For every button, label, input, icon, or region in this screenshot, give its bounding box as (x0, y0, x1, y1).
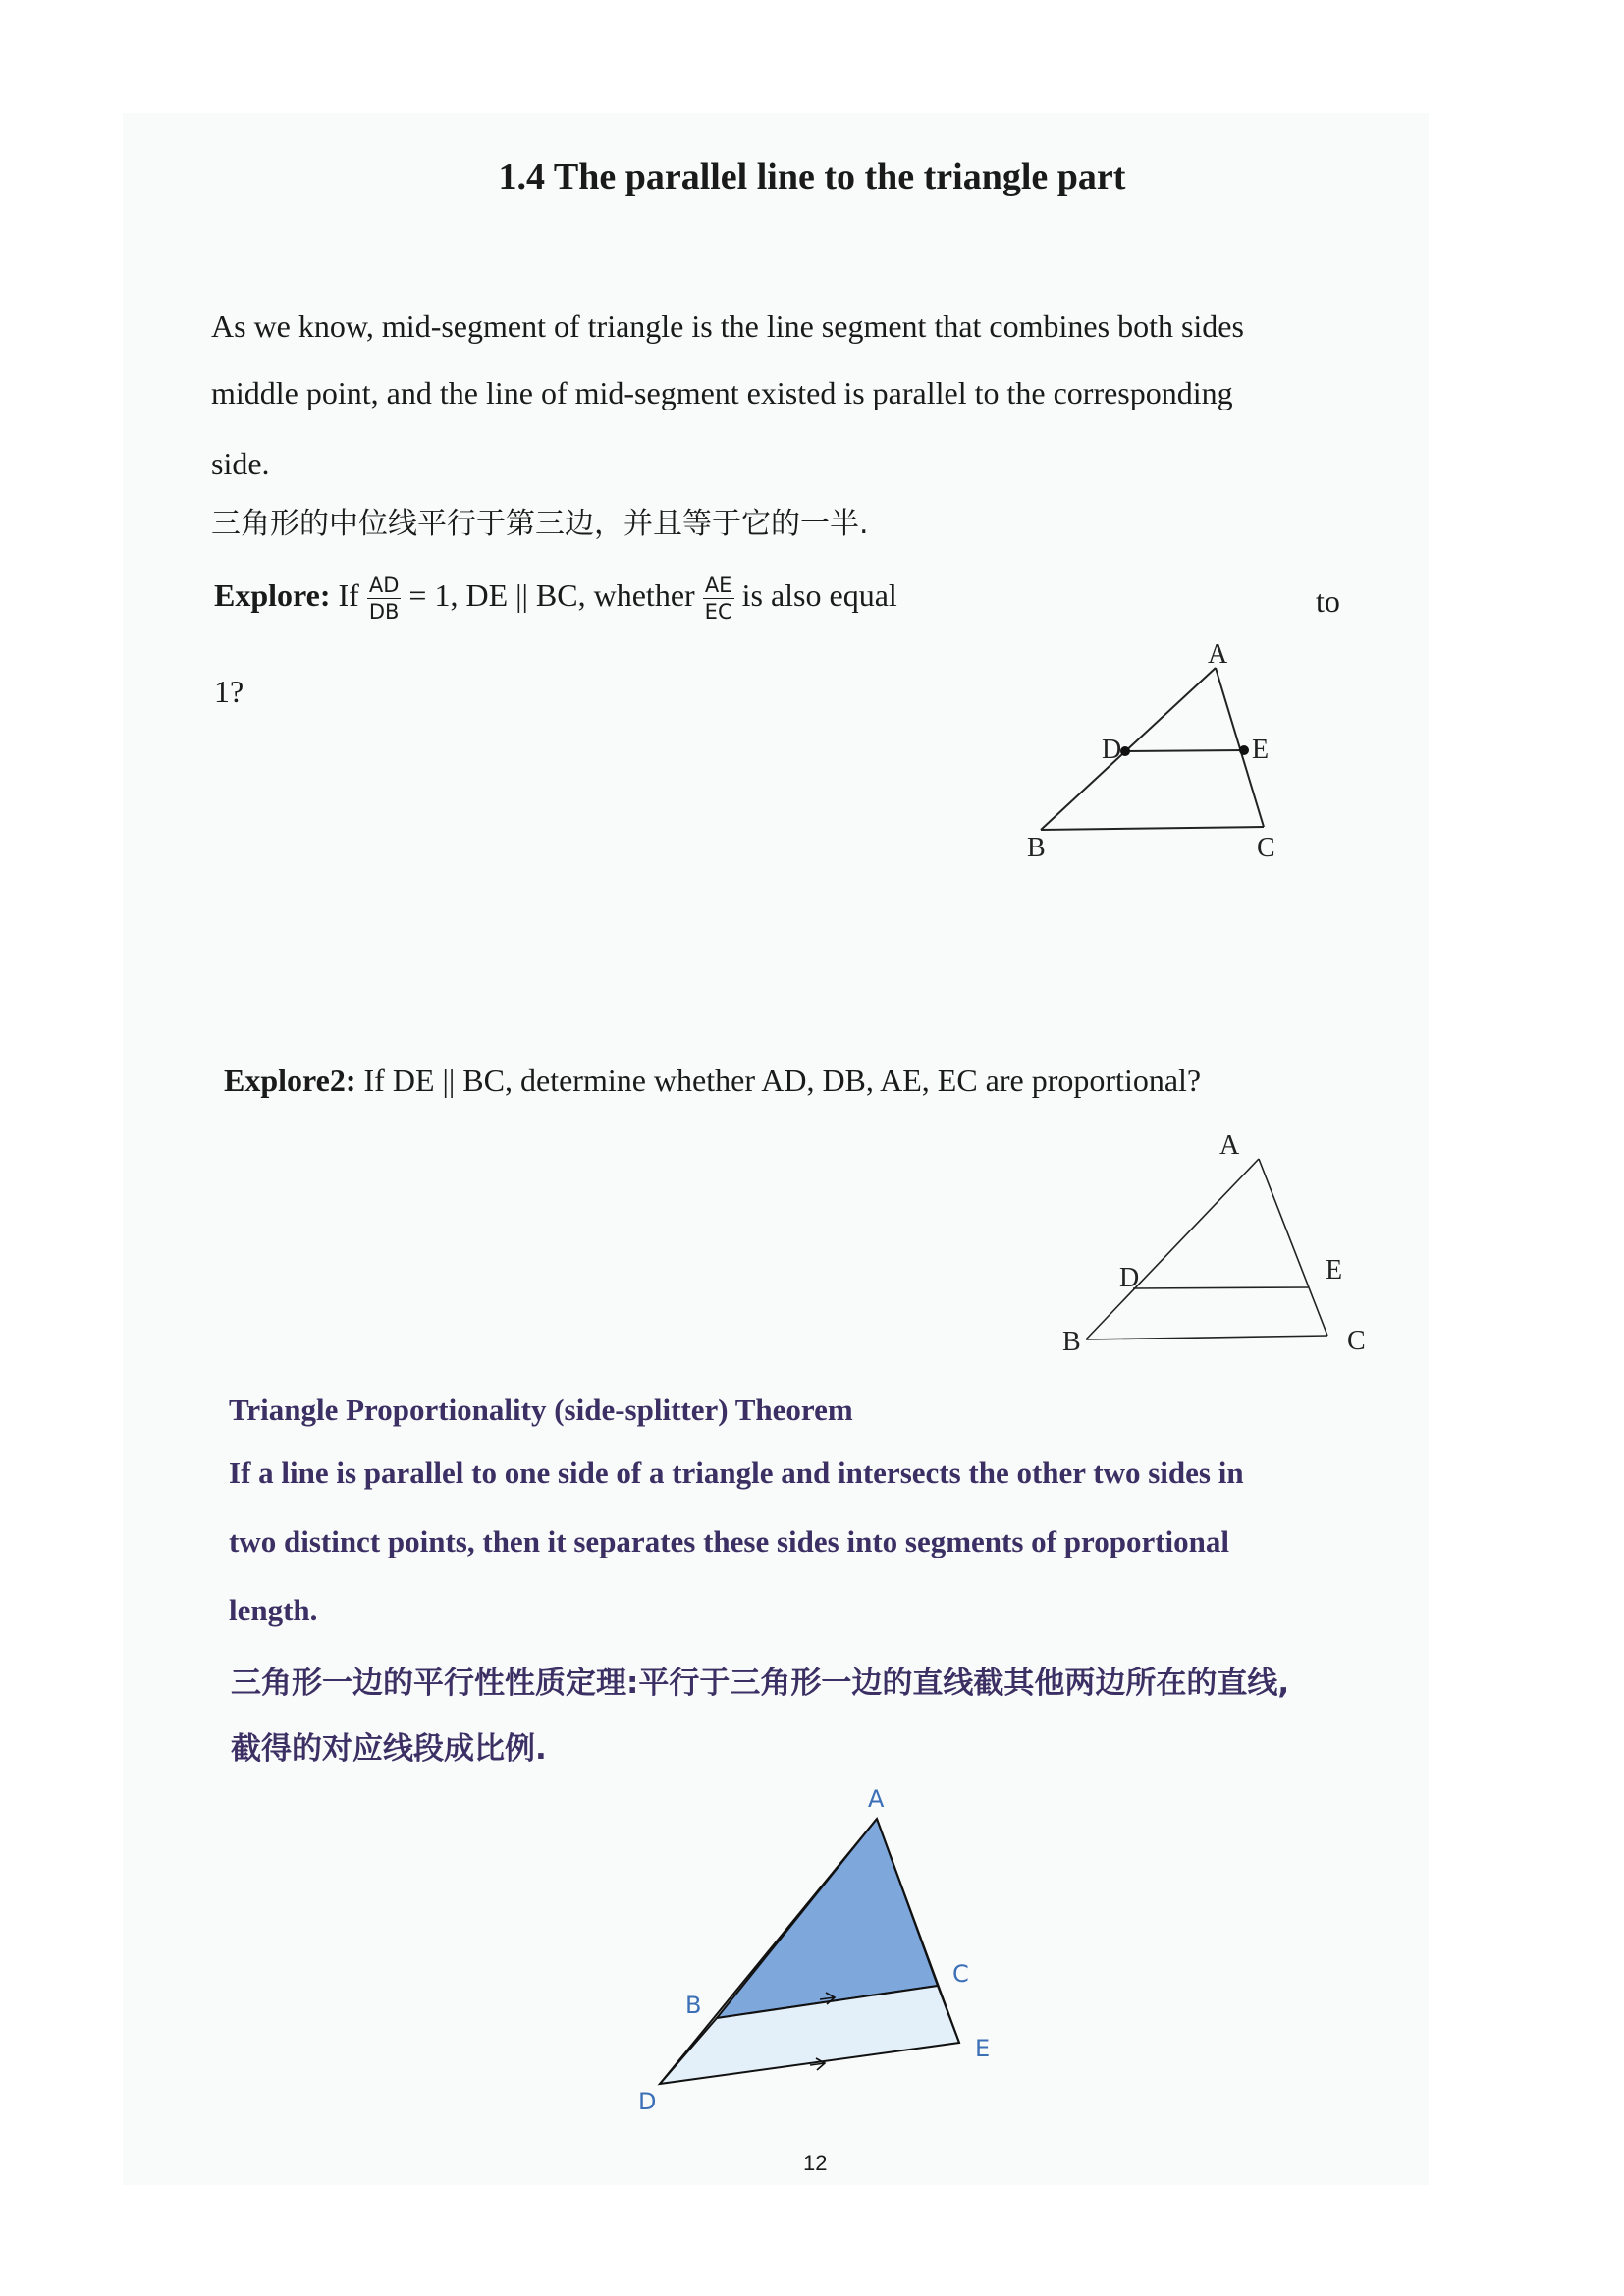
figure3-label-b: B (685, 1992, 702, 2019)
figure2-label-d: D (1119, 1263, 1140, 1293)
page-title: 1.4 The parallel line to the triangle part (498, 156, 1126, 197)
figure3-label-d: D (638, 2088, 657, 2115)
figure3-label-e: E (975, 2035, 991, 2062)
figure1-triangle (1011, 638, 1326, 864)
page-number: 12 (803, 2151, 828, 2175)
figure1-label-c: C (1257, 833, 1275, 863)
intro-line-3: side. (211, 446, 270, 481)
figure1-point-d (1120, 746, 1130, 756)
figure3-label-c: C (952, 1960, 969, 1988)
theorem-line-2: two distinct points, then it separates these sides into segments of proportional (229, 1524, 1229, 1558)
figure2-segment-de (1133, 1287, 1309, 1288)
fraction-numerator: AE (703, 574, 734, 599)
fraction-denominator: DB (368, 600, 400, 625)
figure2-side-ac (1259, 1159, 1327, 1336)
fraction-numerator: AD (367, 574, 402, 599)
explore1-line (214, 574, 897, 623)
figure2-label-b: B (1062, 1327, 1081, 1357)
intro-line-2: middle point, and the line of mid-segment existed is parallel to the corresponding (211, 375, 1233, 410)
figure1-label-e: E (1252, 735, 1270, 765)
figure1-label-d: D (1102, 735, 1122, 765)
figure1-label-b: B (1027, 833, 1046, 863)
fraction-ad-db (367, 574, 402, 623)
explore1-mid: = 1, DE || BC, whether (408, 576, 695, 613)
figure2-side-ab (1086, 1159, 1259, 1339)
figure1-label-a: A (1208, 639, 1228, 670)
theorem-line-3: length. (229, 1593, 318, 1627)
theorem-line-1: If a line is parallel to one side of a triangle and intersects the other two sides in (229, 1455, 1244, 1490)
explore2-line (224, 1061, 1201, 1100)
figure3-label-a: A (868, 1785, 885, 1813)
figure1-side-bc (1041, 827, 1264, 830)
theorem-title: Triangle Proportionality (side-splitter) Theorem (229, 1393, 853, 1427)
fraction-denominator: EC (704, 600, 732, 625)
figure2-label-a: A (1219, 1130, 1240, 1161)
figure2-label-e: E (1326, 1255, 1343, 1285)
explore1-to: to (1316, 583, 1340, 619)
theorem-chinese-line-1: 三角形一边的平行性性质定理:平行于三角形一边的直线截其他两边所在的直线, (231, 1666, 1290, 1701)
intro-chinese: 三角形的中位线平行于第三边，并且等于它的一半. (211, 507, 869, 541)
figure3-upper-region (717, 1819, 938, 2018)
figure2-triangle (1051, 1129, 1384, 1365)
explore1-if: If (338, 576, 359, 613)
figure3-triangle (619, 1768, 1031, 2131)
fraction-ae-ec (703, 574, 734, 623)
intro-line-1: As we know, mid-segment of triangle is the line segment that combines both sides (211, 308, 1244, 344)
figure1-point-e (1239, 745, 1249, 755)
explore2-label: Explore2: (224, 1063, 356, 1098)
explore2-text: If DE || BC, determine whether AD, DB, AE, EC are proportional? (363, 1063, 1202, 1098)
figure2-side-bc (1086, 1336, 1327, 1339)
figure1-segment-de (1125, 750, 1244, 751)
explore1-end: is also equal (741, 576, 897, 613)
theorem-chinese-line-2: 截得的对应线段成比例. (231, 1731, 547, 1767)
figure2-label-c: C (1347, 1326, 1366, 1356)
explore1-label: Explore: (214, 576, 331, 613)
explore1-next-line: 1? (214, 674, 244, 709)
